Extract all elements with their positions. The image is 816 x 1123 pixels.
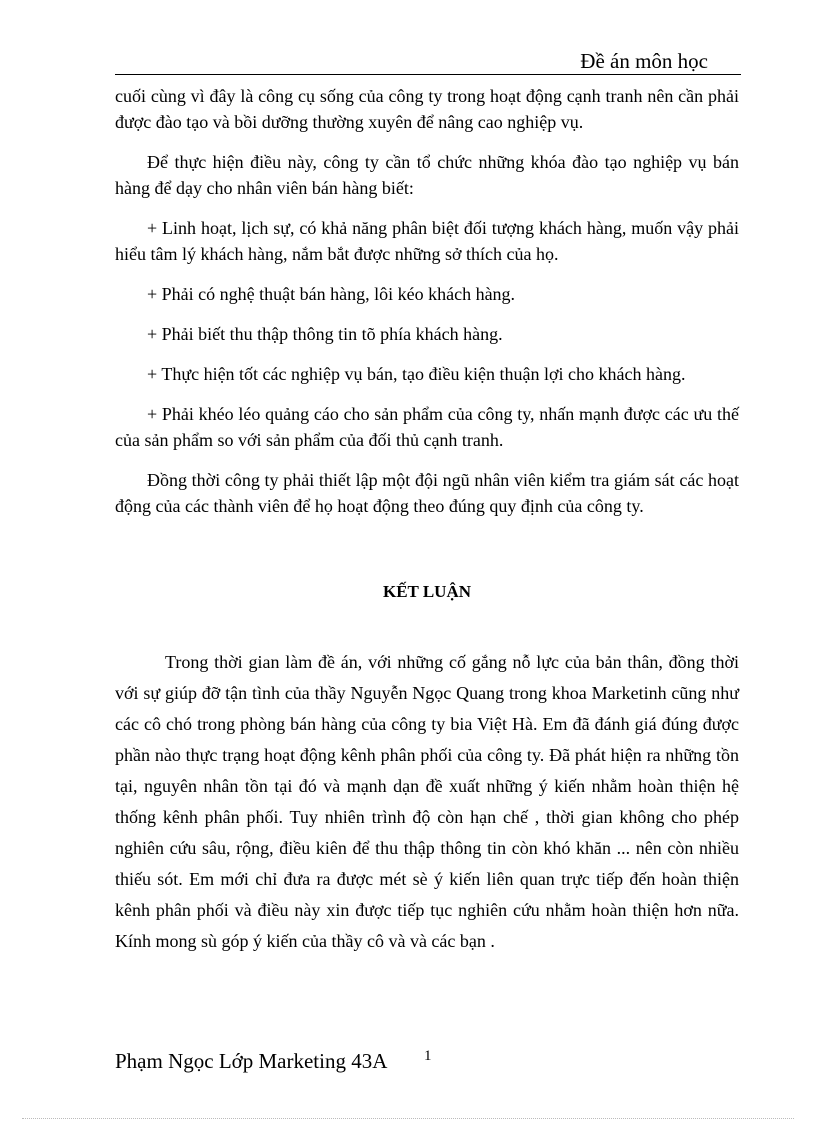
bullet-item: + Linh hoạt, lịch sự, có khả năng phân biệt đối tượng khách hàng, muốn vậy phải hiểu tâm lý khách hàng, nắm bắt được những sở thích của họ.: [115, 218, 739, 264]
bullet-item: + Phải khéo léo quảng cáo cho sản phẩm của công ty, nhấn mạnh được các ưu thế của sản phẩm so với sản phẩm của đối thủ cạnh tranh.: [115, 404, 739, 450]
page-border-divider: [22, 1118, 794, 1119]
document-body: [115, 83, 739, 957]
conclusion-paragraph: Trong thời gian làm đề án, với những cố gắng nỗ lực của bản thân, đồng thời với sự giúp đỡ tận tình của thầy Nguyễn Ngọc Quang trong khoa Marketinh cũng như các cô chó trong phòng bán hàng của công ty bia Việt Hà. Em đã đánh giá đúng được phần nào thực trạng hoạt động kênh phân phối của công ty. Đã phát hiện ra những tồn tại, nguyên nhân tồn tại đó và mạnh dạn đề xuất những ý kiến nhằm hoàn thiện hệ thống kênh phân phối. Tuy nhiên trình độ còn hạn chế , thời gian không cho phép nghiên cứu sâu, rộng, điều kiên để thu thập thông tin còn khó khăn ... nên còn nhiều thiếu sót. Em mới chỉ đưa ra được mét sè ý kiến liên quan trực tiếp đến hoàn thiện kênh phân phối và điều này xin được tiếp tục nghiên cứu nhằm hoàn thiện hơn nữa. Kính mong sù góp ý kiến của thầy cô và và các bạn .: [115, 652, 739, 951]
page-number: 1: [424, 1048, 432, 1064]
header-title: Đề án môn học: [580, 49, 708, 73]
bullet-item: + Phải biết thu thập thông tin tõ phía khách hàng.: [147, 324, 503, 344]
conclusion-heading: KẾT LUẬN: [382, 582, 471, 601]
bullet-item: + Thực hiện tốt các nghiệp vụ bán, tạo điều kiện thuận lợi cho khách hàng.: [147, 364, 686, 384]
paragraph: cuối cùng vì đây là công cụ sống của công ty trong hoạt động cạnh tranh nên cần phải được đào tạo và bồi dưỡng thường xuyên để nâng cao nghiệp vụ.: [115, 86, 739, 132]
footer-author: Phạm Ngọc Lớp Marketing 43A: [115, 1049, 388, 1073]
bullet-item: + Phải có nghệ thuật bán hàng, lôi kéo khách hàng.: [147, 284, 516, 304]
page-header: [115, 48, 741, 75]
paragraph: Đồng thời công ty phải thiết lập một đội ngũ nhân viên kiểm tra giám sát các hoạt động của các thành viên để họ hoạt động theo đúng quy định của công ty.: [115, 470, 739, 516]
paragraph: Để thực hiện điều này, công ty cần tổ chức những khóa đào tạo nghiệp vụ bán hàng để dạy cho nhân viên bán hàng biết:: [115, 152, 739, 198]
